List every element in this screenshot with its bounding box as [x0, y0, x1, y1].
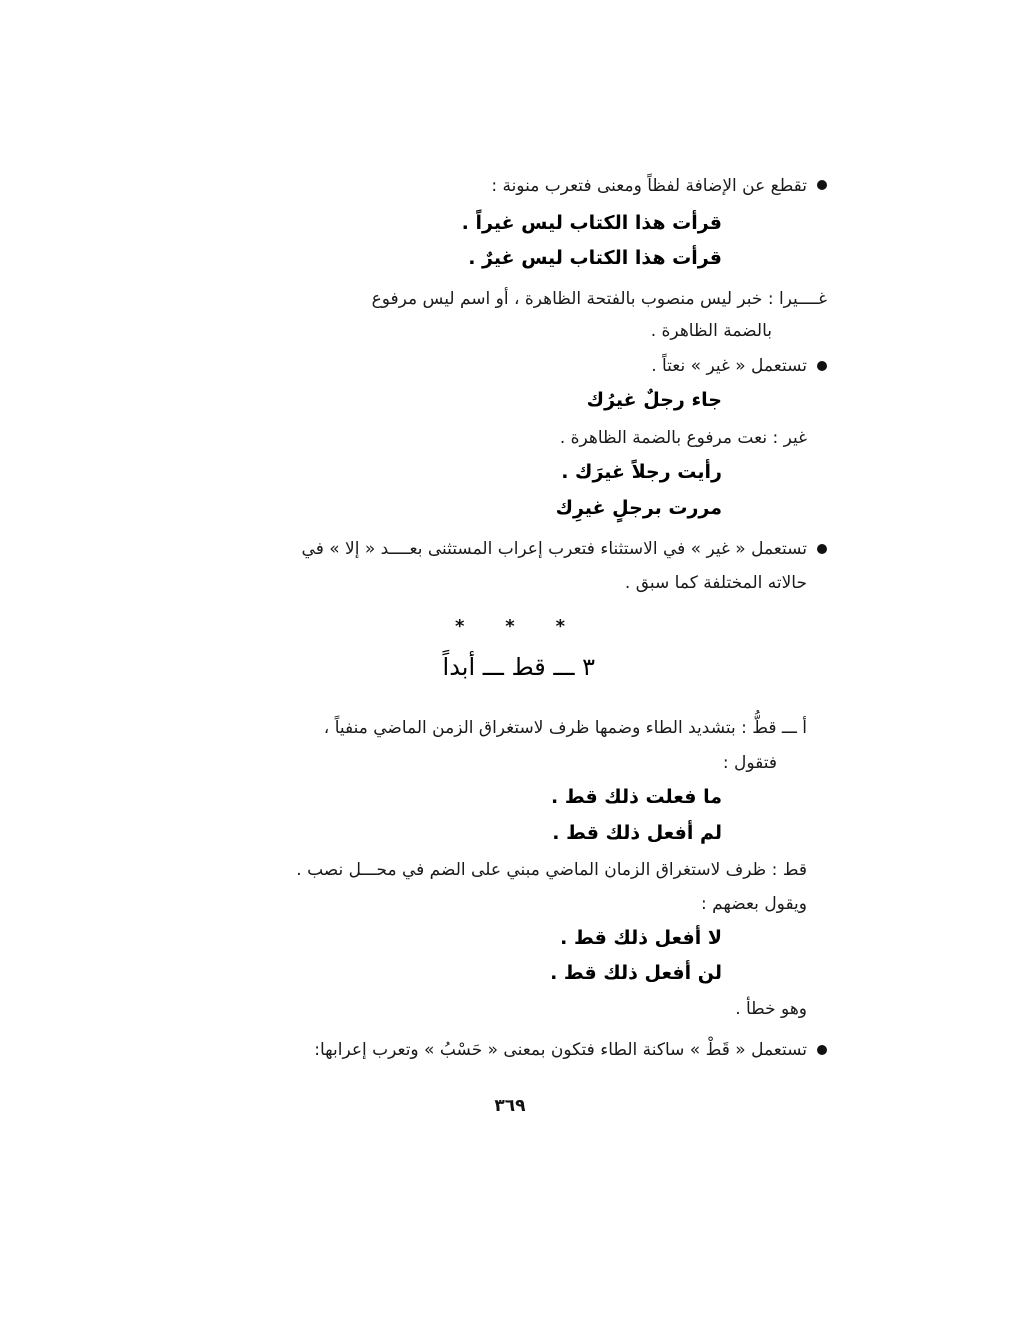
- example-sentence: مررت برجلٍ غيرِك: [555, 497, 722, 519]
- parsing-text: غــــيرا : خبر ليس منصوب بالفتحة الظاهرة ، أو اسم ليس مرفوع: [371, 289, 827, 309]
- example-sentence: جاء رجلٌ غيرُك: [586, 389, 722, 411]
- note-text: وهو خطأ .: [735, 999, 807, 1019]
- parsing-text: غير : نعت مرفوع بالضمة الظاهرة .: [559, 428, 807, 448]
- section-separator: [455, 616, 565, 637]
- parsing-text: بالضمة الظاهرة .: [650, 321, 772, 341]
- example-sentence: قرأت هذا الكتاب ليس غيراً .: [461, 212, 722, 234]
- parsing-text: قط : ظرف لاستغراق الزمان الماضي مبني على الضم في محـــل نصب .: [296, 860, 807, 880]
- example-sentence: لا أفعل ذلك قط .: [560, 927, 722, 949]
- bullet-icon: [817, 180, 827, 190]
- star-icon: *: [505, 616, 515, 637]
- bullet-icon: [817, 544, 827, 554]
- example-sentence: لن أفعل ذلك قط .: [550, 962, 722, 984]
- bullet-text: تقطع عن الإضافة لفظاً ومعنى فتعرب منونة :: [491, 176, 807, 196]
- intro-text: ويقول بعضهم :: [700, 894, 807, 914]
- section-heading: ٣ ـــ قط ـــ أبداً: [442, 653, 595, 681]
- bullet-icon: [817, 1045, 827, 1055]
- example-sentence: قرأت هذا الكتاب ليس غيرٌ .: [468, 247, 722, 269]
- example-sentence: لم أفعل ذلك قط .: [552, 822, 722, 844]
- example-sentence: رأيت رجلاً غيرَك .: [561, 461, 722, 483]
- bullet-text: تستعمل « قَطْ » ساكنة الطاء فتكون بمعنى « حَسْبُ » وتعرب إعرابها:: [314, 1040, 807, 1060]
- bullet-icon: [817, 361, 827, 371]
- bullet-continuation: حالاته المختلفة كما سبق .: [624, 573, 807, 593]
- star-icon: *: [555, 616, 565, 637]
- definition-text: أ ـــ قطُّ : بتشديد الطاء وضمها ظرف لاستغراق الزمن الماضي منفياً ،: [323, 718, 807, 738]
- star-icon: *: [455, 616, 465, 637]
- bullet-text: تستعمل « غير » في الاستثناء فتعرب إعراب المستثنى بعــــد « إلا » في: [301, 539, 807, 559]
- example-sentence: ما فعلت ذلك قط .: [551, 786, 722, 808]
- intro-text: فتقول :: [722, 753, 777, 773]
- page-number: ٣٦٩: [494, 1096, 526, 1116]
- bullet-text: تستعمل « غير » نعتاً .: [651, 356, 807, 376]
